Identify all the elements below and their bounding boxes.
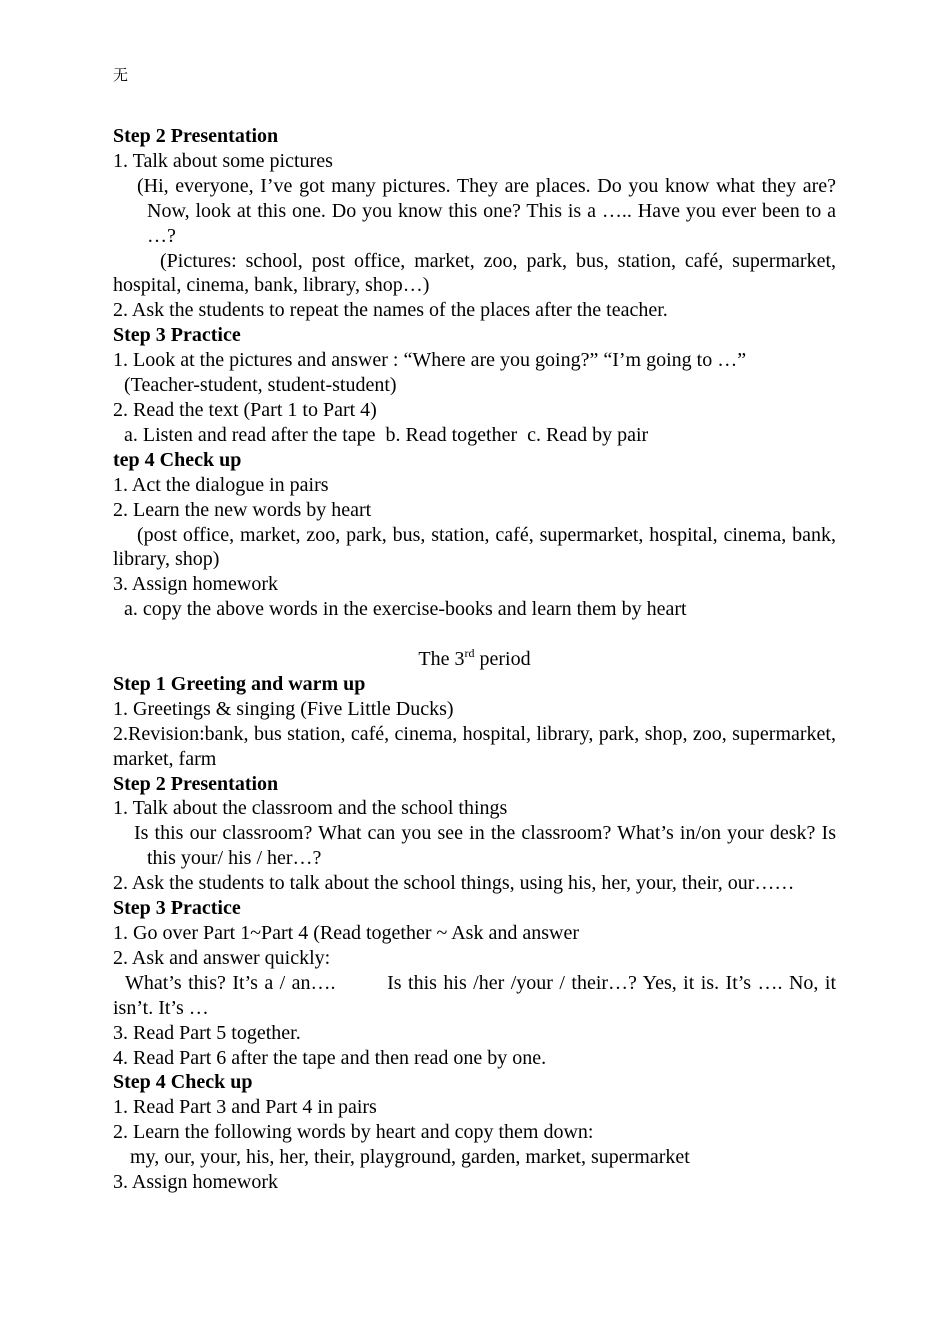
text-paragraph: What’s this? It’s a / an…. Is this his /her /your / their…? Yes, it is. It’s …. No, it isn’t. It’s … [113, 971, 841, 1019]
text-line: 3. Assign homework [113, 1171, 278, 1194]
text-line: 2. Read the text (Part 1 to Part 4) [113, 398, 377, 421]
text-line: 1. Look at the pictures and answer : “Where are you going?” “I’m going to …” [113, 349, 747, 372]
text-line: 4. Read Part 6 after the tape and then read one by one. [113, 1046, 547, 1069]
text-paragraph: (post office, market, zoo, park, bus, station, café, supermarket, hospital, cinema, bank, library, shop) [113, 523, 836, 571]
section-heading: Step 2 Presentation [113, 772, 279, 795]
text-line: 1. Read Part 3 and Part 4 in pairs [113, 1096, 377, 1119]
text-paragraph: 2.Revision:bank, bus station, café, cinema, hospital, library, park, shop, zoo, supermarket, market, farm [113, 722, 836, 770]
text-line: 3. Assign homework [113, 573, 278, 596]
text-line: 1. Talk about some pictures [113, 149, 333, 172]
text-line: 2. Ask the students to repeat the names of the places after the teacher. [113, 299, 668, 322]
lesson-plan-body [113, 124, 841, 1195]
text-line: 2. Learn the new words by heart [113, 498, 372, 521]
header-mark: 无 [113, 68, 129, 84]
section-heading: Step 3 Practice [113, 324, 241, 347]
section-heading: Step 2 Presentation [113, 125, 279, 147]
text-line: 2. Ask and answer quickly: [113, 946, 331, 969]
text-line: 3. Read Part 5 together. [113, 1021, 301, 1044]
text-line: my, our, your, his, her, their, playground, garden, market, supermarket [130, 1146, 690, 1169]
text-paragraph: Is this our classroom? What can you see in the classroom? What’s in/on your desk? Is this your/ his / her…? [134, 822, 836, 870]
section-heading: Step 3 Practice [113, 897, 241, 920]
text-line: 1. Greetings & singing (Five Little Ducks) [113, 697, 454, 720]
text-line: 1. Talk about the classroom and the school things [113, 797, 508, 820]
text-line: 2. Learn the following words by heart and copy them down: [113, 1121, 594, 1144]
text-line: 1. Go over Part 1~Part 4 (Read together ~ Ask and answer [113, 921, 579, 944]
text-paragraph: 2. Ask the students to talk about the school things, using his, her, your, their, our…… [113, 872, 795, 895]
section-heading: tep 4 Check up [113, 448, 242, 471]
text-line: a. Listen and read after the tape b. Read together c. Read by pair [124, 423, 649, 446]
text-paragraph: (Hi, everyone, I’ve got many pictures. They are places. Do you know what they are? Now, look at this one. Do you know this one? This is a ….. Have you ever been to a …? [137, 174, 836, 247]
text-line: a. copy the above words in the exercise-books and learn them by heart [124, 598, 687, 621]
blank-line [113, 622, 836, 647]
text-line: 1. Act the dialogue in pairs [113, 473, 329, 496]
text-paragraph: (Pictures: school, post office, market, zoo, park, bus, station, café, supermarket, hospital, cinema, bank, library, shop…) [113, 249, 836, 297]
section-heading: Step 1 Greeting and warm up [113, 672, 366, 695]
text-line: (Teacher-student, student-student) [124, 374, 397, 397]
section-heading: Step 4 Check up [113, 1071, 253, 1094]
period-title: The 3rd period [418, 646, 531, 671]
